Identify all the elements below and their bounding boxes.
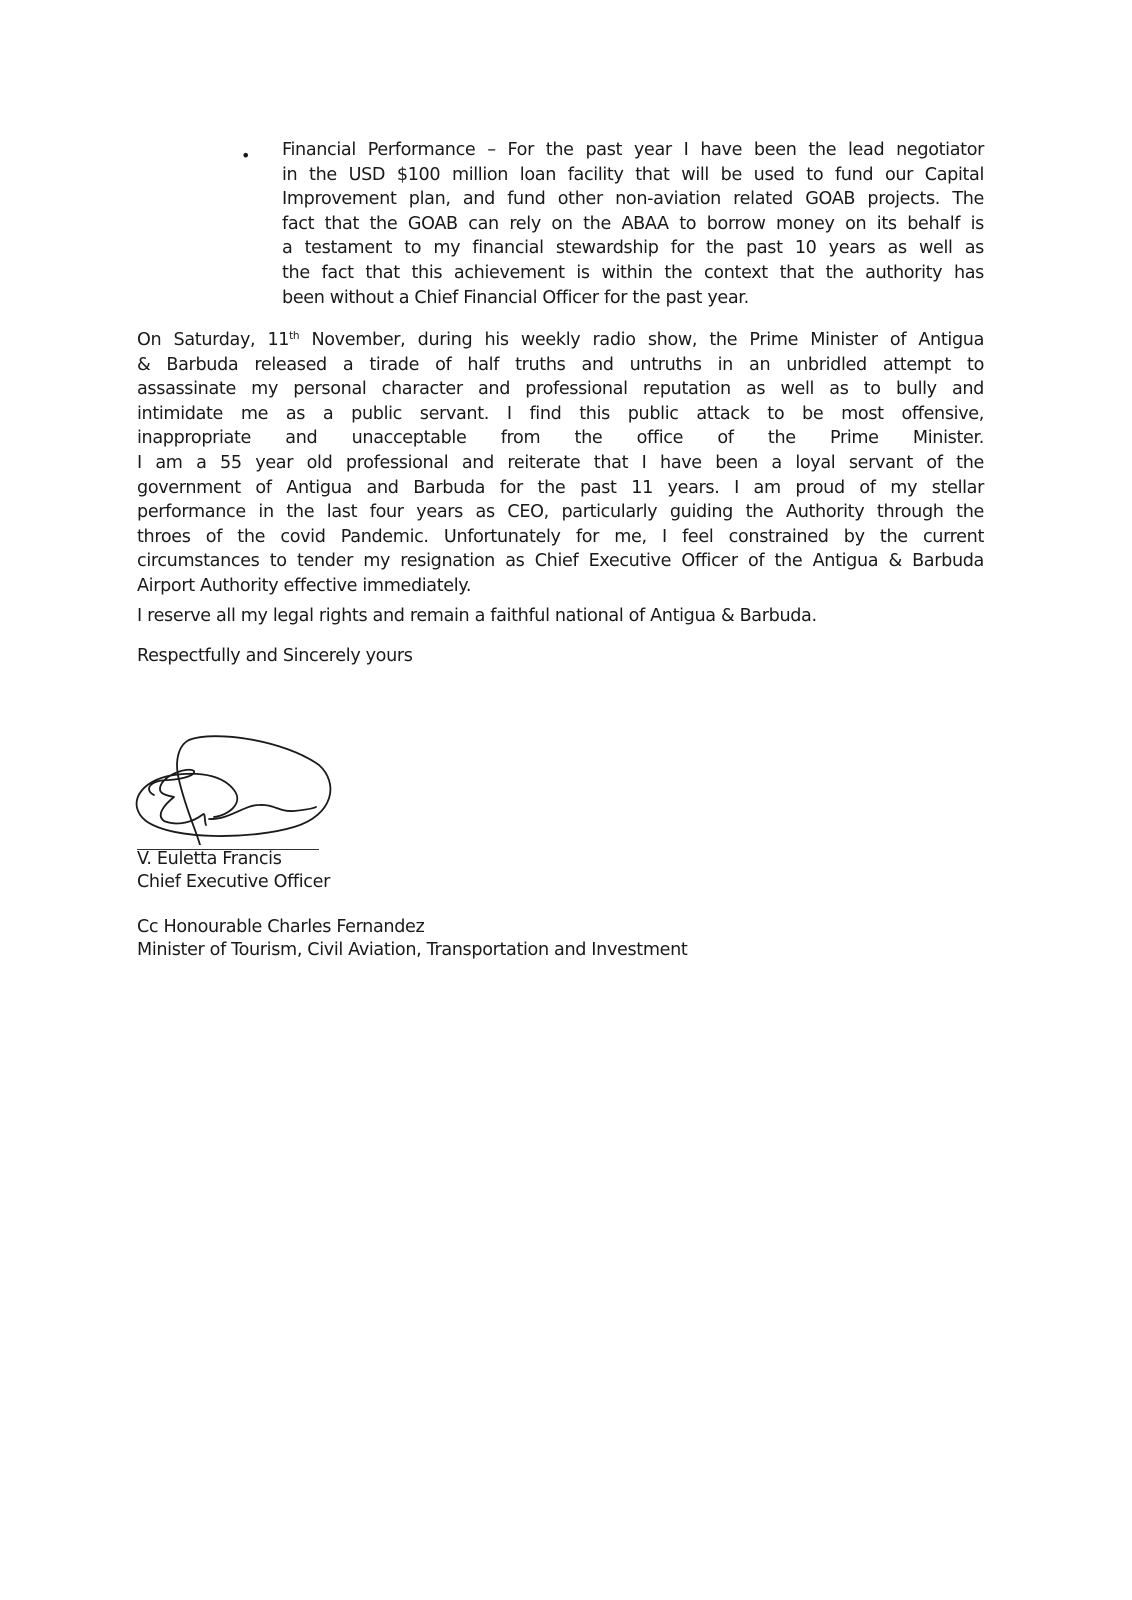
main-paragraph: [137, 328, 984, 599]
bullet-line: Improvement plan, and fund other non-aviation related GOAB projects. The: [282, 189, 984, 210]
reserve-statement: I reserve all my legal rights and remain a faithful national of Antigua & Barbuda.: [137, 606, 817, 626]
signatory-name: V. Euletta Francis: [137, 849, 282, 869]
signature-stroke: [177, 740, 200, 845]
date-suffix: November, during his weekly radio show, the Prime Minister of Antigua: [299, 330, 984, 350]
date-prefix: On Saturday, 11: [137, 330, 290, 350]
signature-stroke: [149, 770, 206, 825]
financial-performance-bullet: [282, 138, 984, 310]
signature-stroke: [209, 805, 316, 819]
paragraph-line: government of Antigua and Barbuda for the past 11 years. I am proud of my stellar: [137, 477, 984, 498]
closing-salutation: Respectfully and Sincerely yours: [137, 646, 413, 666]
bullet-line: the fact that this achievement is within the context that the authority has: [282, 262, 984, 283]
bullet-line: a testament to my financial stewardship for the past 10 years as well as: [282, 238, 984, 259]
cc-recipient-title: Minister of Tourism, Civil Aviation, Transportation and Investment: [137, 940, 688, 960]
paragraph-line: I am a 55 year old professional and reiterate that I have been a loyal servant of the: [137, 452, 984, 473]
paragraph-line: Airport Authority effective immediately.: [137, 575, 472, 596]
bullet-line: in the USD $100 million loan facility that will be used to fund our Capital: [282, 164, 984, 185]
signatory-title: Chief Executive Officer: [137, 872, 330, 892]
bullet-icon: •: [241, 146, 251, 165]
paragraph-line: assassinate my personal character and professional reputation as well as to bully and: [137, 379, 984, 400]
paragraph-line: performance in the last four years as CEO, particularly guiding the Authority through the: [137, 502, 984, 523]
cc-recipient: Cc Honourable Charles Fernandez: [137, 917, 425, 937]
signature-image: [134, 735, 334, 845]
paragraph-line: [137, 328, 984, 353]
paragraph-line: circumstances to tender my resignation as Chief Executive Officer of the Antigua & Barbuda: [137, 551, 984, 572]
bullet-line: fact that the GOAB can rely on the ABAA to borrow money on its behalf is: [282, 213, 984, 234]
paragraph-line: throes of the covid Pandemic. Unfortunately for me, I feel constrained by the current: [137, 526, 984, 547]
paragraph-line: & Barbuda released a tirade of half truths and untruths in an unbridled attempt to: [137, 354, 984, 375]
paragraph-line: inappropriate and unacceptable from the office of the Prime Minister.: [137, 428, 984, 449]
date-superscript: th: [289, 330, 300, 342]
paragraph-line: intimidate me as a public servant. I find this public attack to be most offensive,: [137, 403, 984, 424]
bullet-line: been without a Chief Financial Officer for the past year.: [282, 287, 749, 308]
bullet-line: Financial Performance – For the past year I have been the lead negotiator: [282, 140, 984, 160]
